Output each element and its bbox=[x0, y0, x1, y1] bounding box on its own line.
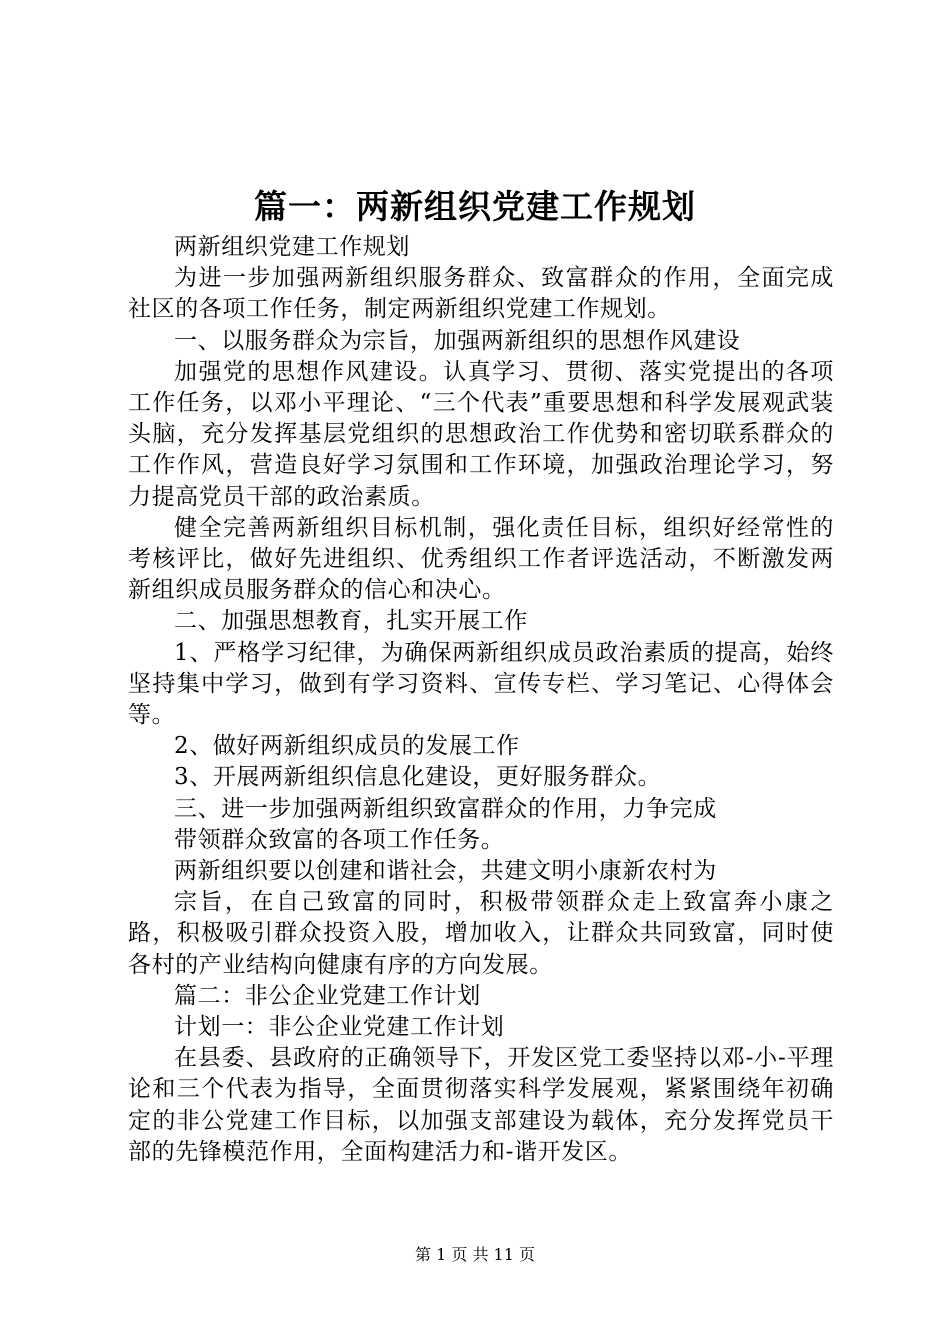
paragraph: 宗旨，在自己致富的同时，积极带领群众走上致富奔小康之路，积极吸引群众投资入股，增加收入，让群众共同致富，同时使各村的产业结构向健康有序的方向发展。 bbox=[128, 889, 834, 978]
page-number-footer: 第 1 页 共 11 页 bbox=[415, 1245, 535, 1264]
section-heading: 篇二：非公企业党建工作计划 bbox=[174, 982, 481, 1009]
paragraph: 两新组织党建工作规划 bbox=[174, 234, 410, 260]
paragraph: 1、严格学习纪律，为确保两新组织成员政治素质的提高，始终坚持集中学习，做到有学习资料、宣传专栏、学习笔记、心得体会等。 bbox=[128, 639, 834, 729]
paragraph: 3、开展两新组织信息化建设，更好服务群众。 bbox=[174, 764, 662, 791]
section-heading: 三、进一步加强两新组织致富群众的作用，力争完成 bbox=[174, 795, 717, 822]
paragraph: 加强党的思想作风建设。认真学习、贯彻、落实党提出的各项工作任务，以邓小平理论、“三个代表”重要思想和科学发展观武装头脑，充分发挥基层党组织的思想政治工作优势和密切联系群众的工作作风，营造良好学习氛围和工作环境，加强政治理论学习，努力提高党员干部的政治素质。 bbox=[128, 358, 834, 510]
paragraph: 为进一步加强两新组织服务群众、致富群众的作用，全面完成社区的各项工作任务，制定两新组织党建工作规划。 bbox=[128, 265, 834, 323]
paragraph: 在县委、县政府的正确领导下，开发区党工委坚持以邓-小-平理论和三个代表为指导，全面贯彻落实科学发展观，紧紧围绕年初确定的非公党建工作目标，以加强支部建设为载体，充分发挥党员干部的先锋模范作用，全面构建活力和-谐开发区。 bbox=[128, 1045, 834, 1165]
document-title: 篇一：两新组织党建工作规划 bbox=[254, 187, 696, 226]
section-heading: 一、以服务群众为宗旨，加强两新组织的思想作风建设 bbox=[174, 327, 741, 354]
section-heading: 二、加强思想教育，扎实开展工作 bbox=[174, 608, 528, 635]
paragraph: 两新组织要以创建和谐社会，共建文明小康新农村为 bbox=[174, 858, 717, 885]
paragraph: 带领群众致富的各项工作任务。 bbox=[174, 826, 505, 853]
paragraph: 2、做好两新组织成员的发展工作 bbox=[174, 733, 520, 760]
paragraph: 健全完善两新组织目标机制，强化责任目标，组织好经常性的考核评比，做好先进组织、优秀组织工作者评选活动，不断激发两新组织成员服务群众的信心和决心。 bbox=[128, 514, 834, 604]
section-heading: 计划一：非公企业党建工作计划 bbox=[174, 1014, 505, 1041]
document-body bbox=[128, 232, 834, 1168]
